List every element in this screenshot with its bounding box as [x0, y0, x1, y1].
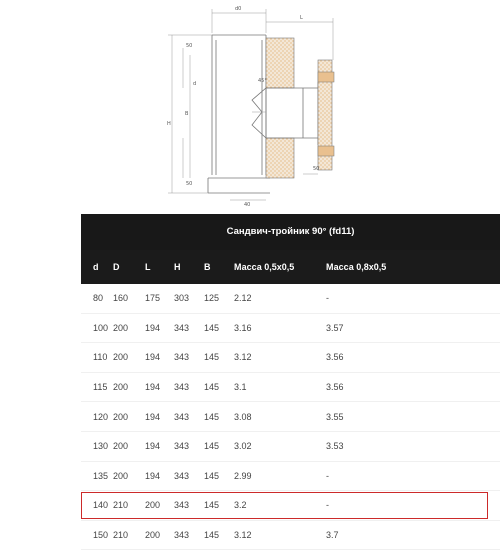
table-cell: 3.02: [234, 441, 252, 452]
table-cell: 194: [145, 411, 161, 422]
table-cell: -: [326, 500, 329, 511]
table-cell: 3.1: [234, 382, 247, 393]
table-cell: 343: [174, 441, 190, 452]
table-cell: 343: [174, 411, 190, 422]
table-row: [81, 343, 500, 373]
table-cell: 200: [145, 530, 161, 541]
table-cell: 194: [145, 441, 161, 452]
table-cell: 145: [204, 352, 220, 363]
table-row: [81, 402, 500, 432]
table-cell: 343: [174, 500, 190, 511]
table-cell: 3.7: [326, 530, 339, 541]
dim-b-label: B: [185, 111, 189, 117]
table-header-row: [81, 250, 500, 284]
table-row: [81, 521, 500, 550]
table-cell: 3.16: [234, 322, 252, 333]
col-header-L: L: [145, 262, 151, 272]
table-cell: 200: [113, 352, 129, 363]
table-body: [81, 284, 500, 550]
dim-h-label: H: [167, 121, 171, 127]
table-cell: 3.56: [326, 352, 344, 363]
col-header-d: d: [93, 262, 99, 272]
branch-pipe: [266, 82, 318, 145]
table-cell: 125: [204, 293, 220, 304]
table-cell: 2.12: [234, 293, 252, 304]
table-cell: 145: [204, 530, 220, 541]
table-cell: 145: [204, 411, 220, 422]
table-cell: 140: [93, 500, 109, 511]
table-cell: 100: [93, 322, 109, 333]
table-cell: 194: [145, 382, 161, 393]
dim-bottom-center-label: 40: [244, 202, 251, 208]
table-cell: 145: [204, 470, 220, 481]
table-cell: 115: [93, 382, 108, 393]
dim-bottom-label: 50: [186, 181, 193, 187]
table-cell: 210: [113, 500, 129, 511]
table-cell: 343: [174, 382, 190, 393]
table-cell: 303: [174, 293, 190, 304]
table-cell: 343: [174, 322, 190, 333]
table-cell: 120: [93, 411, 109, 422]
table-cell: 200: [113, 441, 129, 452]
dim-l-label: L: [300, 15, 303, 21]
col-header-H: H: [174, 262, 181, 272]
table-cell: 200: [113, 470, 129, 481]
table-row: [81, 462, 500, 492]
table-cell: 150: [93, 530, 109, 541]
table-row: [81, 373, 500, 403]
table-cell: 145: [204, 500, 220, 511]
col-header-D: D: [113, 262, 120, 272]
table-cell: 160: [113, 293, 129, 304]
dim-d0-label: d0: [235, 6, 242, 12]
table-row: [81, 491, 500, 521]
table-cell: 200: [113, 411, 129, 422]
table-cell: 3.56: [326, 382, 344, 393]
table-cell: 194: [145, 322, 161, 333]
insulation-bottom: [266, 138, 294, 178]
table-cell: -: [326, 470, 329, 481]
table-row: [81, 432, 500, 462]
table-cell: 343: [174, 470, 190, 481]
dim-top-label: 50: [186, 43, 193, 49]
table-cell: 200: [113, 382, 129, 393]
table-cell: 200: [145, 500, 161, 511]
table-row: [81, 284, 500, 314]
table-cell: 200: [113, 322, 129, 333]
table-cell: 194: [145, 470, 161, 481]
col-header-mass-05: Масса 0,5х0,5: [234, 262, 295, 272]
table-cell: 110: [93, 352, 108, 363]
dim-d-label: d: [193, 81, 197, 87]
dim-bottom-right-label: 50: [313, 166, 320, 172]
table-cell: 3.53: [326, 441, 344, 452]
table-cell: 130: [93, 441, 109, 452]
table-cell: 3.08: [234, 411, 252, 422]
table-cell: 145: [204, 441, 220, 452]
insulation-top: [266, 38, 294, 88]
inner-cone: [252, 88, 266, 138]
table-cell: -: [326, 293, 329, 304]
table-cell: 3.57: [326, 322, 344, 333]
tee-technical-drawing: [0, 0, 500, 214]
table-cell: 175: [145, 293, 161, 304]
dim-angle-label: 45°: [258, 78, 267, 84]
table-row: [81, 314, 500, 344]
table-cell: 145: [204, 382, 220, 393]
col-header-B: B: [204, 262, 211, 272]
table-cell: 194: [145, 352, 161, 363]
table-cell: 343: [174, 352, 190, 363]
table-cell: 210: [113, 530, 129, 541]
col-header-mass-08: Масса 0,8х0,5: [326, 262, 387, 272]
table-cell: 2.99: [234, 470, 252, 481]
table-cell: 145: [204, 322, 220, 333]
table-cell: 3.12: [234, 530, 252, 541]
table-cell: 80: [93, 293, 104, 304]
table-cell: 135: [93, 470, 109, 481]
table-title: Сандвич-тройник 90° (fd11): [81, 214, 500, 250]
table-cell: 3.55: [326, 411, 344, 422]
table-cell: 3.12: [234, 352, 252, 363]
table-cell: 3.2: [234, 500, 247, 511]
table-cell: 343: [174, 530, 190, 541]
